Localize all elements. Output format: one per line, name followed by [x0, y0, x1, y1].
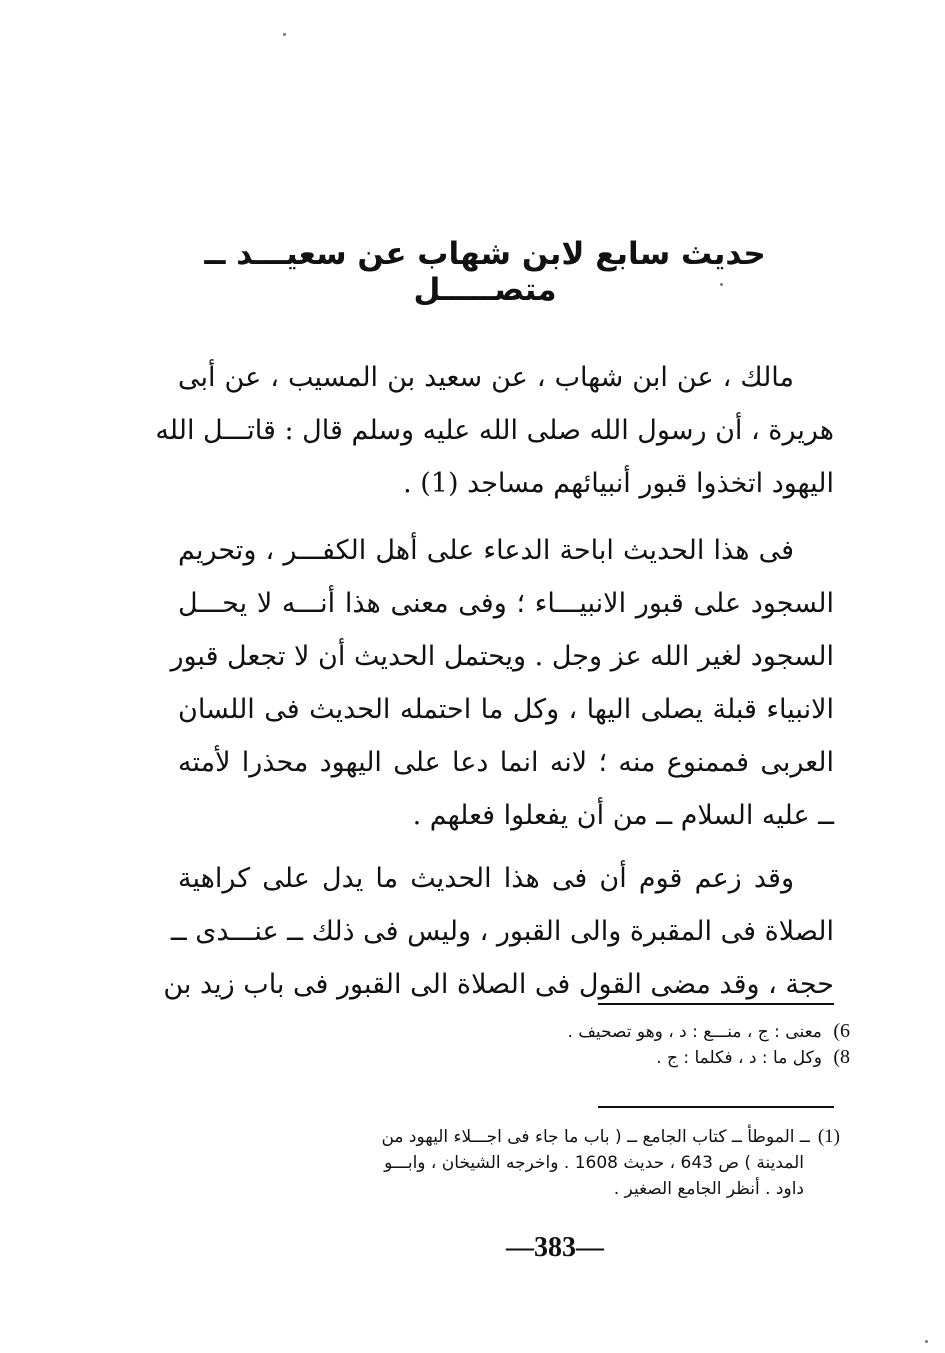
footnote — [190, 1124, 840, 1202]
section-title: حديث سابع لابن شهاب عن سعيـــد ــ متصـــــل — [204, 236, 766, 308]
text-line: العربى فممنوع منه ؛ لانه انما دعا على اليهود محذرا لأمته — [178, 747, 834, 778]
footnote-line: المدينة ) ص 643 ، حديث 1608 . واخرجه الشيخان ، وابـــو — [384, 1153, 804, 1173]
page-number: —383— — [506, 1232, 604, 1263]
divider-line — [598, 1106, 834, 1108]
footnote-number: (1) — [817, 1126, 840, 1147]
note-number: 6) — [833, 1020, 850, 1042]
text-line: الانبياء قبلة يصلى اليها ، وكل ما احتمله الحديث فى اللسان — [178, 694, 834, 725]
text-line: الصلاة فى المقبرة والى القبور ، وليس فى ذلك ــ عنـــدى ــ — [170, 916, 834, 947]
paragraph-opinion — [163, 852, 834, 1011]
footnote-line: (1)ــ الموطأ ــ كتاب الجامع ــ ( باب ما جاء فى اجـــلاء اليهود من — [381, 1126, 840, 1147]
scan-speck — [283, 33, 286, 36]
note-number: 8) — [833, 1046, 850, 1068]
note-text: وكل ما : د ، فكلما : ج . — [656, 1048, 822, 1068]
note-text: معنى : ج ، منـــع : د ، وهو تصحيف . — [567, 1022, 822, 1042]
scan-speck — [925, 1340, 928, 1343]
text-line: حجة ، وقد مضى القول فى الصلاة الى القبور فى باب زيد بن — [163, 969, 834, 1000]
text-line: السجود لغير الله عز وجل . ويحتمل الحديث أن لا تجعل قبور — [170, 641, 834, 672]
text-line: مالك ، عن ابن شهاب ، عن سعيد بن المسيب ، عن أبى — [178, 362, 794, 393]
text-line: وقد زعم قوم أن فى هذا الحديث ما يدل على كراهية — [178, 863, 794, 894]
variant-note — [420, 1020, 850, 1044]
paragraph-hadith-text — [155, 351, 834, 510]
text-line: اليهود اتخذوا قبور أنبيائهم مساجد (1) . — [403, 468, 834, 499]
paragraph-commentary — [170, 524, 834, 842]
scan-speck — [720, 283, 723, 286]
text-line: هريرة ، أن رسول الله صلى الله عليه وسلم قال : قاتـــل الله — [155, 415, 834, 446]
divider-line — [598, 1003, 834, 1005]
text-line: فى هذا الحديث اباحة الدعاء على أهل الكفـــر ، وتحريم — [178, 535, 794, 566]
footnote-line: داود . أنظر الجامع الصغير . — [613, 1179, 804, 1199]
variant-note — [420, 1046, 850, 1070]
text-line: ــ عليه السلام ــ من أن يفعلوا فعلهم . — [412, 800, 834, 831]
text-line: السجود على قبور الانبيـــاء ؛ وفى معنى هذا أنـــه لا يحـــل — [178, 588, 834, 619]
